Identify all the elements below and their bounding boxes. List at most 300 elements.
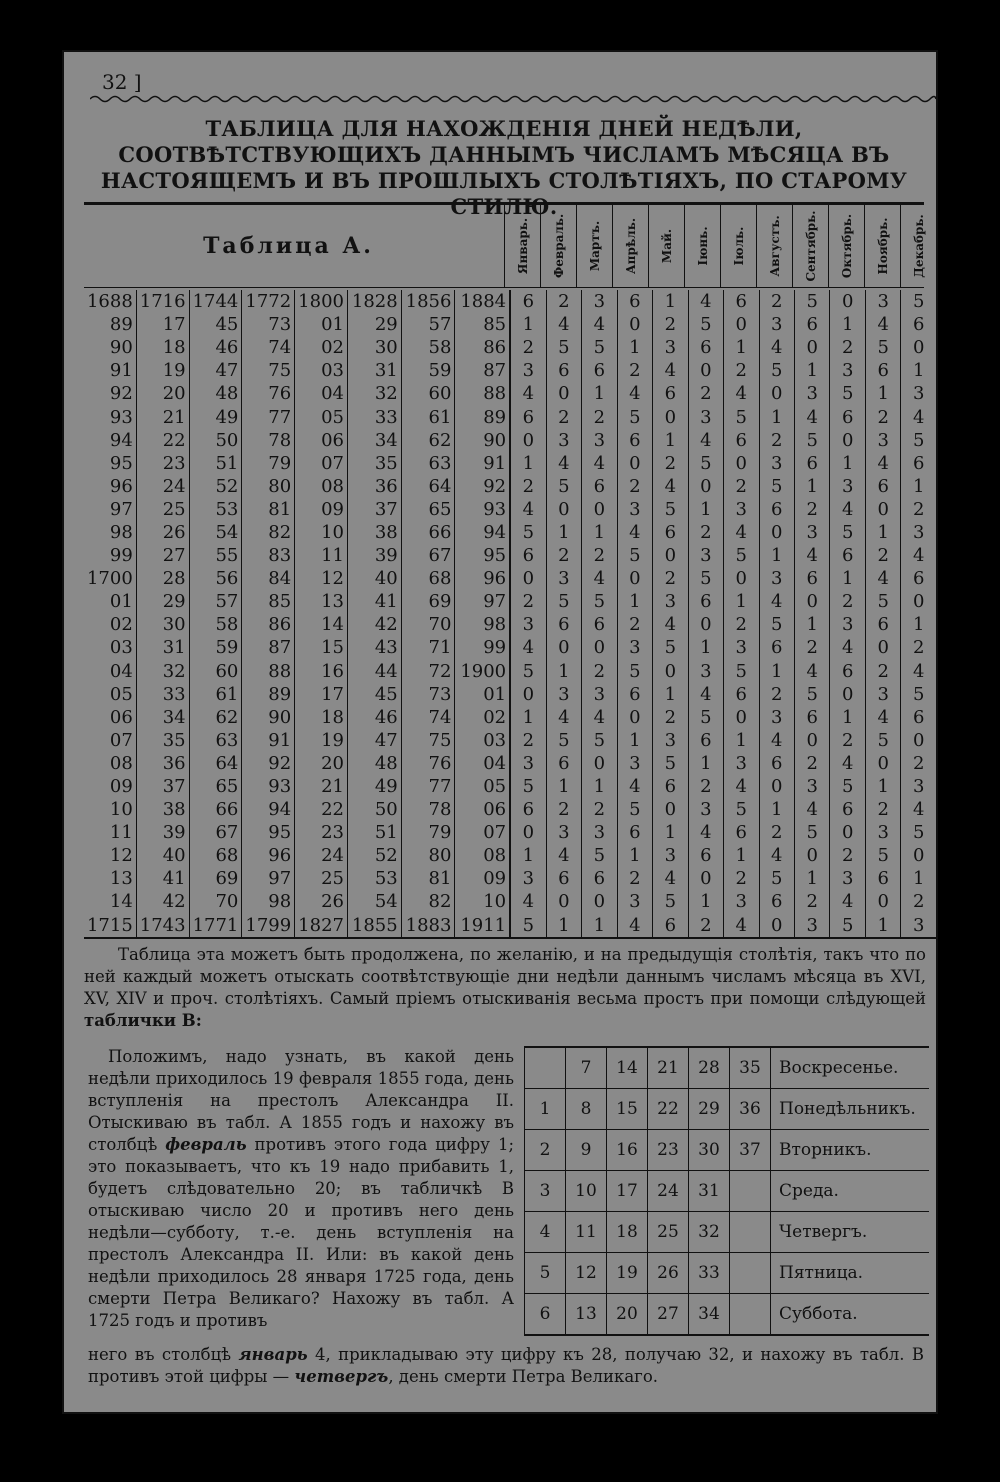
month-value-cell: 5 [724,544,759,567]
year-cell: 82 [242,521,295,544]
year-cell: 63 [189,729,242,752]
month-value-cell: 6 [510,544,546,567]
month-value-cell: 5 [546,729,581,752]
table-row [84,752,936,775]
month-value-cell: 1 [617,729,652,752]
month-value-cell: 0 [617,706,652,729]
table-b-number: 4 [525,1212,566,1253]
year-cell: 65 [189,775,242,798]
year-cell: 37 [347,498,401,521]
year-cell: 85 [242,590,295,613]
year-cell: 1856 [401,290,455,313]
month-value-cell: 0 [865,498,900,521]
month-value-cell: 6 [901,706,936,729]
month-value-cell: 4 [688,683,723,706]
month-value-cell: 2 [582,544,617,567]
month-value-cell: 6 [795,706,830,729]
year-cell: 44 [347,660,401,683]
month-value-cell: 3 [865,429,900,452]
month-value-cell: 3 [724,890,759,913]
year-cell: 13 [295,590,348,613]
year-cell: 99 [455,636,510,659]
year-cell: 73 [242,313,295,336]
month-value-cell: 0 [759,521,794,544]
month-value-cell: 1 [795,613,830,636]
book-page [62,50,938,1414]
month-value-cell: 4 [582,567,617,590]
year-cell: 03 [455,729,510,752]
table-b-number: 2 [525,1130,566,1171]
month-value-cell: 0 [724,313,759,336]
table-b-row [525,1171,930,1212]
month-value-cell: 4 [865,567,900,590]
table-b-row [525,1212,930,1253]
month-value-cell: 6 [653,382,688,405]
month-value-cell: 4 [617,914,652,938]
year-cell: 92 [455,475,510,498]
month-value-cell: 4 [724,382,759,405]
month-value-cell: 1 [653,290,688,313]
month-value-cell: 1 [582,521,617,544]
year-cell: 55 [189,544,242,567]
month-value-cell: 0 [795,590,830,613]
month-value-cell: 4 [653,359,688,382]
month-value-cell: 3 [582,821,617,844]
year-cell: 36 [347,475,401,498]
month-value-cell: 0 [901,590,936,613]
month-value-cell: 6 [901,567,936,590]
table-row [84,405,936,428]
month-header-label: Іюнь. [695,226,710,266]
month-value-cell: 1 [724,729,759,752]
month-value-cell: 5 [865,729,900,752]
year-cell: 80 [242,475,295,498]
month-value-cell: 3 [546,429,581,452]
year-cell: 31 [347,359,401,382]
table-row [84,867,936,890]
year-cell: 41 [136,867,189,890]
table-b-row [525,1130,930,1171]
table-b-row [525,1253,930,1294]
year-cell: 22 [295,798,348,821]
month-value-cell: 4 [795,544,830,567]
month-value-cell: 2 [546,405,581,428]
month-value-cell: 3 [901,914,936,938]
year-cell: 07 [109,729,133,751]
month-value-cell: 1 [724,590,759,613]
month-value-cell: 1 [546,521,581,544]
month-value-cell: 4 [795,660,830,683]
month-value-cell: 3 [688,405,723,428]
year-cell: 21 [295,775,348,798]
month-value-cell: 2 [653,452,688,475]
year-cell: 94 [109,429,133,451]
year-cell: 07 [455,821,510,844]
month-value-cell: 2 [582,660,617,683]
month-value-cell: 1 [546,914,581,938]
month-value-cell: 6 [688,336,723,359]
intro-bold: таблички В: [84,1011,202,1030]
month-value-cell: 2 [688,775,723,798]
year-cell: 94 [242,798,295,821]
table-b-number: 21 [648,1047,689,1089]
month-value-cell: 6 [582,613,617,636]
year-cell: 21 [136,405,189,428]
month-value-cell: 2 [546,544,581,567]
year-cell: 34 [347,429,401,452]
month-value-cell: 4 [795,405,830,428]
year-cell: 34 [136,706,189,729]
month-value-cell: 4 [510,636,546,659]
year-cell: 69 [189,867,242,890]
month-value-cell: 2 [688,521,723,544]
year-cell: 13 [109,868,133,890]
year-cell: 29 [136,590,189,613]
year-cell: 91 [242,729,295,752]
month-header [504,205,540,287]
year-cell: 36 [136,752,189,775]
year-cell: 1799 [242,914,295,938]
year-cell: 78 [401,798,455,821]
month-value-cell: 3 [653,336,688,359]
month-value-cell: 0 [724,567,759,590]
intro-paragraph [84,944,926,1032]
year-cell: 1828 [347,290,401,313]
year-cell: 79 [401,821,455,844]
month-value-cell: 4 [688,429,723,452]
year-cell: 51 [347,821,401,844]
month-value-cell: 5 [546,336,581,359]
month-value-cell: 0 [865,752,900,775]
table-b-number: 11 [566,1212,607,1253]
year-cell: 45 [347,683,401,706]
table-row [84,429,936,452]
month-value-cell: 4 [546,844,581,867]
month-value-cell: 1 [795,359,830,382]
month-value-cell: 4 [546,706,581,729]
month-value-cell: 0 [510,821,546,844]
year-cell: 06 [295,429,348,452]
month-value-cell: 3 [795,914,830,938]
table-b-number: 13 [566,1294,607,1336]
table-b-number: 1 [525,1089,566,1130]
table-b-day: Понедѣльникъ. [771,1089,930,1130]
month-value-cell: 2 [795,636,830,659]
month-value-cell: 4 [653,613,688,636]
month-value-cell: 2 [724,867,759,890]
month-value-cell: 5 [582,336,617,359]
year-cell: 59 [189,636,242,659]
month-value-cell: 2 [830,336,865,359]
month-value-cell: 2 [901,752,936,775]
year-cell: 32 [347,382,401,405]
month-value-cell: 4 [901,660,936,683]
month-value-cell: 6 [724,821,759,844]
table-b-day: Вторникъ. [771,1130,930,1171]
table-b-number: 25 [648,1212,689,1253]
year-cell: 70 [401,613,455,636]
month-value-cell: 2 [759,290,794,313]
month-value-cell: 2 [830,844,865,867]
month-value-cell: 3 [830,613,865,636]
year-cell: 03 [109,637,133,659]
year-cell: 17 [295,683,348,706]
month-value-cell: 2 [617,867,652,890]
month-header [576,205,612,287]
year-cell: 74 [401,706,455,729]
month-value-cell: 3 [510,867,546,890]
year-cell: 81 [401,867,455,890]
month-value-cell: 2 [653,313,688,336]
month-value-cell: 0 [582,498,617,521]
month-value-cell: 2 [724,613,759,636]
month-value-cell: 5 [759,613,794,636]
year-cell: 47 [189,359,242,382]
year-cell: 86 [242,613,295,636]
month-value-cell: 2 [865,405,900,428]
month-value-cell: 4 [865,706,900,729]
year-cell: 24 [136,475,189,498]
month-value-cell: 3 [582,683,617,706]
table-row [84,475,936,498]
month-value-cell: 1 [510,313,546,336]
year-cell: 1883 [401,914,455,938]
year-cell: 64 [189,752,242,775]
year-cell: 87 [242,636,295,659]
year-cell: 09 [295,498,348,521]
month-value-cell: 5 [795,821,830,844]
month-value-cell: 4 [759,590,794,613]
month-value-cell: 6 [582,867,617,890]
month-value-cell: 2 [830,729,865,752]
month-value-cell: 2 [901,498,936,521]
month-value-cell: 6 [510,405,546,428]
month-value-cell: 5 [759,359,794,382]
month-value-cell: 6 [510,798,546,821]
month-value-cell: 4 [546,313,581,336]
year-cell: 40 [347,567,401,590]
example-paragraph [88,1046,514,1332]
month-value-cell: 1 [759,798,794,821]
month-value-cell: 3 [759,706,794,729]
year-cell: 78 [242,429,295,452]
year-cell: 51 [189,452,242,475]
month-value-cell: 6 [688,729,723,752]
month-value-cell: 0 [546,636,581,659]
table-b-number [730,1253,771,1294]
month-value-cell: 6 [901,452,936,475]
month-value-cell: 0 [865,890,900,913]
month-value-cell: 4 [759,729,794,752]
month-value-cell: 2 [795,752,830,775]
month-value-cell: 4 [510,890,546,913]
year-cell: 29 [347,313,401,336]
year-cell: 56 [189,567,242,590]
month-value-cell: 4 [901,544,936,567]
year-cell: 53 [347,867,401,890]
month-value-cell: 3 [617,498,652,521]
year-cell: 1771 [189,914,242,938]
month-value-cell: 5 [830,382,865,405]
month-value-cell: 4 [724,914,759,938]
month-value-cell: 6 [759,890,794,913]
year-cell: 16 [295,660,348,683]
year-cell: 54 [189,521,242,544]
month-value-cell: 4 [582,452,617,475]
month-value-cell: 4 [510,498,546,521]
month-value-cell: 5 [688,313,723,336]
year-cell: 80 [401,844,455,867]
month-value-cell: 6 [582,359,617,382]
year-cell: 48 [189,382,242,405]
year-cell: 06 [109,706,133,728]
year-cell: 1827 [295,914,348,938]
month-value-cell: 6 [865,613,900,636]
continuation-text-2: 4, прикладываю эту цифру къ 28, получаю 32, и нахожу въ табл. В противъ этой цифры — [88,1345,924,1386]
table-row [84,544,936,567]
year-cell: 96 [455,567,510,590]
year-cell: 53 [189,498,242,521]
month-value-cell: 0 [688,613,723,636]
table-b-number: 10 [566,1171,607,1212]
year-cell: 45 [189,313,242,336]
month-value-cell: 3 [617,636,652,659]
month-value-cell: 3 [795,521,830,544]
year-cell: 24 [295,844,348,867]
month-value-cell: 5 [830,521,865,544]
year-cell: 38 [136,798,189,821]
month-value-cell: 2 [865,660,900,683]
month-value-cell: 1 [724,844,759,867]
month-value-cell: 1 [510,706,546,729]
month-value-cell: 5 [510,775,546,798]
page-title: ТАБЛИЦА ДЛЯ НАХОЖДЕНІЯ ДНЕЙ НЕДѢЛИ, СООТВѢТСТВУЮЩИХЪ ДАННЫМЪ ЧИСЛАМЪ МѢСЯЦА ВЪ НАСТОЯЩЕМЪ И ВЪ ПРОШЛЫХЪ СТОЛѢТІЯХЪ, ПО СТАРОМУ СТИЛЮ. [100,116,908,219]
table-b-number: 33 [689,1253,730,1294]
year-cell: 58 [401,336,455,359]
month-value-cell: 4 [830,498,865,521]
year-cell: 33 [347,405,401,428]
month-value-cell: 2 [830,590,865,613]
year-cell: 90 [455,429,510,452]
table-b-number: 28 [689,1047,730,1089]
year-cell: 02 [295,336,348,359]
year-cell: 1688 [86,291,133,313]
table-b-number: 35 [730,1047,771,1089]
month-value-cell: 6 [724,429,759,452]
month-value-cell: 6 [617,290,652,313]
month-value-cell: 0 [901,844,936,867]
month-value-cell: 4 [510,382,546,405]
month-value-cell: 2 [510,336,546,359]
month-value-cell: 0 [688,359,723,382]
year-cell: 40 [136,844,189,867]
year-cell: 64 [401,475,455,498]
table-b-number: 5 [525,1253,566,1294]
year-cell: 73 [401,683,455,706]
month-value-cell: 6 [546,359,581,382]
year-cell: 76 [242,382,295,405]
table-row [84,844,936,867]
month-value-cell: 6 [795,567,830,590]
month-value-cell: 0 [617,567,652,590]
month-value-cell: 1 [582,775,617,798]
table-a-label: Таблица А. [203,233,374,259]
month-value-cell: 1 [582,914,617,938]
month-value-cell: 5 [653,890,688,913]
month-value-cell: 0 [510,567,546,590]
month-value-cell: 3 [830,475,865,498]
month-value-cell: 5 [582,590,617,613]
month-value-cell: 1 [617,336,652,359]
month-value-cell: 5 [830,914,865,938]
month-value-cell: 3 [759,313,794,336]
year-cell: 62 [401,429,455,452]
year-cell: 11 [109,822,133,844]
month-value-cell: 4 [830,890,865,913]
month-value-cell: 6 [546,752,581,775]
month-value-cell: 1 [582,382,617,405]
month-value-cell: 4 [617,382,652,405]
month-value-cell: 0 [510,683,546,706]
month-value-cell: 5 [546,475,581,498]
year-cell: 1772 [242,290,295,313]
month-value-cell: 6 [688,844,723,867]
month-header [756,205,792,287]
table-b-number [730,1294,771,1336]
year-cell: 12 [109,845,133,867]
year-cell: 57 [189,590,242,613]
year-cell: 97 [109,498,133,520]
month-value-cell: 4 [724,775,759,798]
month-value-cell: 1 [653,821,688,844]
year-cell: 43 [347,636,401,659]
month-value-cell: 2 [759,429,794,452]
year-cell: 20 [136,382,189,405]
month-value-cell: 4 [830,636,865,659]
month-value-cell: 2 [688,914,723,938]
month-value-cell: 2 [546,798,581,821]
month-value-cell: 4 [901,798,936,821]
month-value-cell: 5 [688,706,723,729]
year-cell: 39 [136,821,189,844]
month-value-cell: 1 [865,775,900,798]
year-cell: 07 [295,452,348,475]
year-cell: 97 [455,590,510,613]
month-value-cell: 2 [724,475,759,498]
page-number: 32 ] [102,70,142,94]
year-cell: 02 [109,614,133,636]
month-value-cell: 5 [830,775,865,798]
month-value-cell: 1 [688,890,723,913]
year-cell: 82 [401,890,455,913]
month-header-label: Сентябрь. [803,210,818,282]
month-value-cell: 2 [795,498,830,521]
month-value-cell: 1 [795,475,830,498]
table-b-number [730,1171,771,1212]
intro-text: Таблица эта можетъ быть продолжена, по желанію, и на предыдущія столѣтія, такъ что по ней каждый можетъ отыскать соотвѣтствующіе дни недѣли даннымъ числамъ мѣсяца въ XVI, XV, XIV и проч. столѣтіяхъ. Самый пріемъ отыскиванія весьма простъ при помощи слѣдующей [84,945,926,1008]
year-cell: 77 [401,775,455,798]
year-cell: 31 [136,636,189,659]
month-value-cell: 4 [830,752,865,775]
year-cell: 61 [189,683,242,706]
table-b-number: 37 [730,1130,771,1171]
month-header [828,205,864,287]
month-value-cell: 2 [510,590,546,613]
year-cell: 26 [295,890,348,913]
month-value-cell: 2 [510,729,546,752]
year-cell: 1743 [136,914,189,938]
table-row [84,590,936,613]
